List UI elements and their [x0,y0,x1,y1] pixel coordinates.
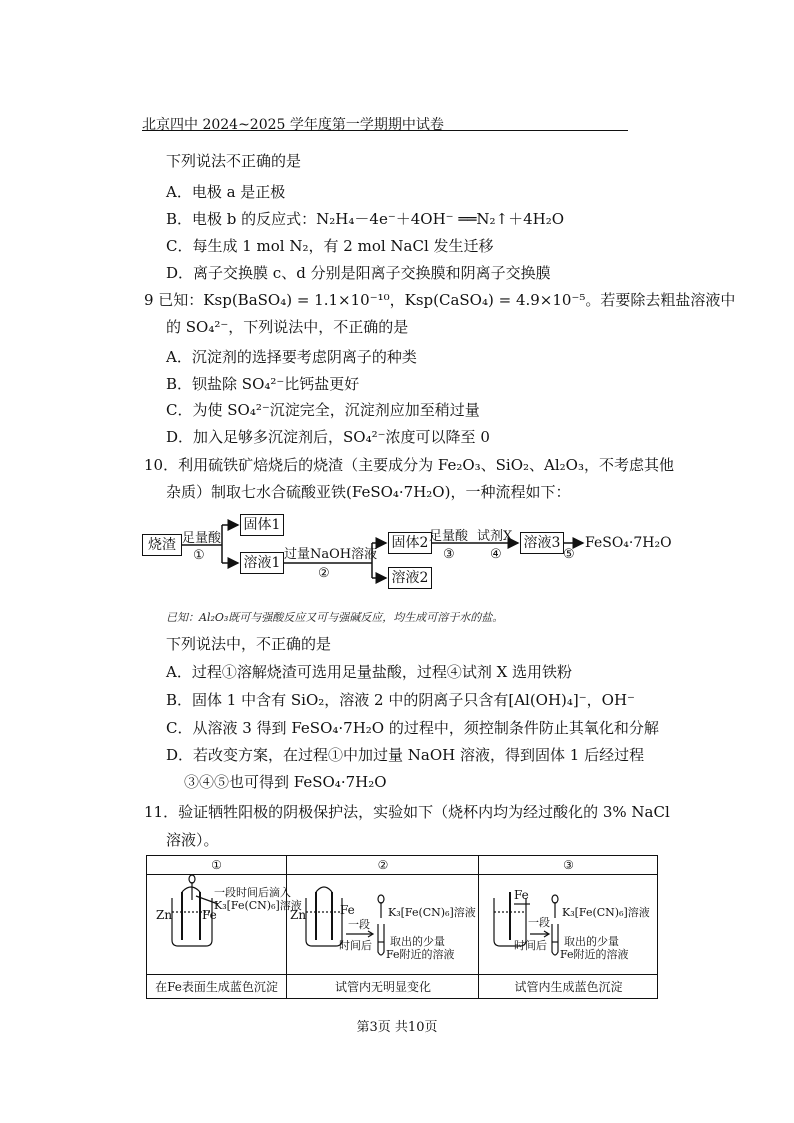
q8-option-a: A．电极 a 是正极 [166,183,286,201]
q10-handwritten-note: 已知：Al₂O₃既可与强酸反应又可与强碱反应，均生成可溶于水的盐。 [166,611,504,624]
table-header-2: ② [377,858,389,872]
flow-step1: ① [193,548,205,563]
q9-stem-line2: 的 SO₄²⁻，下列说法中，不正确的是 [166,318,409,336]
cell2-after2: 时间后 [339,939,372,952]
cell3-take2: Fe附近的溶液 [560,948,629,961]
cell3-fe-label: Fe [514,888,529,902]
flow-solution1: 溶液1 [240,552,284,574]
table-header-1: ① [211,858,222,872]
flow-solid1: 固体1 [240,514,284,536]
flow-solution2: 溶液2 [388,567,432,589]
q10-stem-line2: 杂质）制取七水合硫酸亚铁(FeSO₄·7H₂O)，一种流程如下： [166,483,571,501]
q10-stem-line1: 10．利用硫铁矿焙烧后的烧渣（主要成分为 Fe₂O₃、SiO₂、Al₂O₃，不考虑其他 [144,456,674,474]
flow-step3: ③ [443,547,455,562]
flow-acid2-label: 足量酸 [429,529,469,544]
q10-option-b: B．固体 1 中含有 SiO₂，溶液 2 中的阴离子只含有[Al(OH)₄]⁻，OH⁻ [166,691,635,709]
q10-stem: 下列说法中，不正确的是 [166,635,332,653]
cell2-zn-label: Zn [290,908,307,922]
table-result-1: 在Fe表面生成蓝色沉淀 [155,980,278,994]
table-header-3: ③ [563,858,574,872]
q10-option-d-cont: ③④⑤也可得到 FeSO₄·7H₂O [184,773,387,791]
q9-option-d: D．加入足够多沉淀剂后，SO₄²⁻浓度可以降至 0 [166,428,490,446]
q11-stem-line2: 溶液）。 [166,831,219,849]
flow-step4: ④ [490,547,502,562]
flow-product: FeSO₄·7H₂O [585,535,672,551]
q8-option-c: C．每生成 1 mol N₂，有 2 mol NaCl 发生迁移 [166,237,494,255]
cell1-zn-label: Zn [156,908,173,922]
q8-option-b: B．电极 b 的反应式：N₂H₄－4e⁻＋4OH⁻ ══N₂↑＋4H₂O [166,210,565,228]
flow-naoh-label: 过量NaOH溶液 [284,547,378,562]
exam-header-title: 北京四中 2024~2025 学年度第一学期期中试卷 [142,117,444,133]
flow-step5: ⑤ [563,547,575,562]
cell3-reagent: K₃[Fe(CN)₆]溶液 [562,906,650,919]
q8-option-d: D．离子交换膜 c、d 分别是阳离子交换膜和阴离子交换膜 [166,264,551,282]
cell2-take: 取出的少量 [390,935,445,948]
flow-step2: ② [318,566,330,581]
q9-option-b: B．钡盐除 SO₄²⁻比钙盐更好 [166,375,360,393]
cell1-fe-label: Fe [202,908,217,922]
q9-stem-line1: 9 已知：Ksp(BaSO₄) = 1.1×10⁻¹⁰，Ksp(CaSO₄) = 4.9×10⁻⁵。若要除去粗盐溶液中 [144,291,736,309]
cell2-after: 一段 [348,918,370,931]
flow-reagent-x-label: 试剂X [477,529,513,544]
q9-option-c: C．为使 SO₄²⁻沉淀完全，沉淀剂应加至稍过量 [166,401,480,419]
q11-stem-line1: 11．验证牺牲阳极的阴极保护法，实验如下（烧杯内均为经过酸化的 3% NaCl [144,803,670,821]
q8-stem: 下列说法不正确的是 [166,152,302,170]
q10-option-d: D．若改变方案，在过程①中加过量 NaOH 溶液，得到固体 1 后经过程 [166,746,645,764]
q10-option-a: A．过程①溶解烧渣可选用足量盐酸，过程④试剂 X 选用铁粉 [166,663,573,681]
cell2-fe-label: Fe [340,903,355,917]
flow-solution3: 溶液3 [520,532,564,554]
table-result-3: 试管内生成蓝色沉淀 [514,980,623,994]
cell1-drop-note: 一段时间后滴入 [214,886,291,899]
cell3-after2: 时间后 [514,939,547,952]
cell3-after: 一段 [528,916,550,929]
flow-solid2: 固体2 [388,532,432,554]
cell2-reagent: K₃[Fe(CN)₆]溶液 [388,906,476,919]
q10-option-c: C．从溶液 3 得到 FeSO₄·7H₂O 的过程中，须控制条件防止其氧化和分解 [166,719,659,737]
flow-acid1-label: 足量酸 [182,531,222,546]
cell3-take: 取出的少量 [564,935,619,948]
table-result-2: 试管内无明显变化 [334,980,431,994]
cell1-reagent: K₃[Fe(CN)₆]溶液 [214,899,302,912]
q9-option-a: A．沉淀剂的选择要考虑阴离子的种类 [166,348,417,366]
cell2-take2: Fe附近的溶液 [386,948,455,961]
flow-start-slag: 烧渣 [142,534,182,556]
page-number: 第3页 共10页 [356,1020,438,1035]
